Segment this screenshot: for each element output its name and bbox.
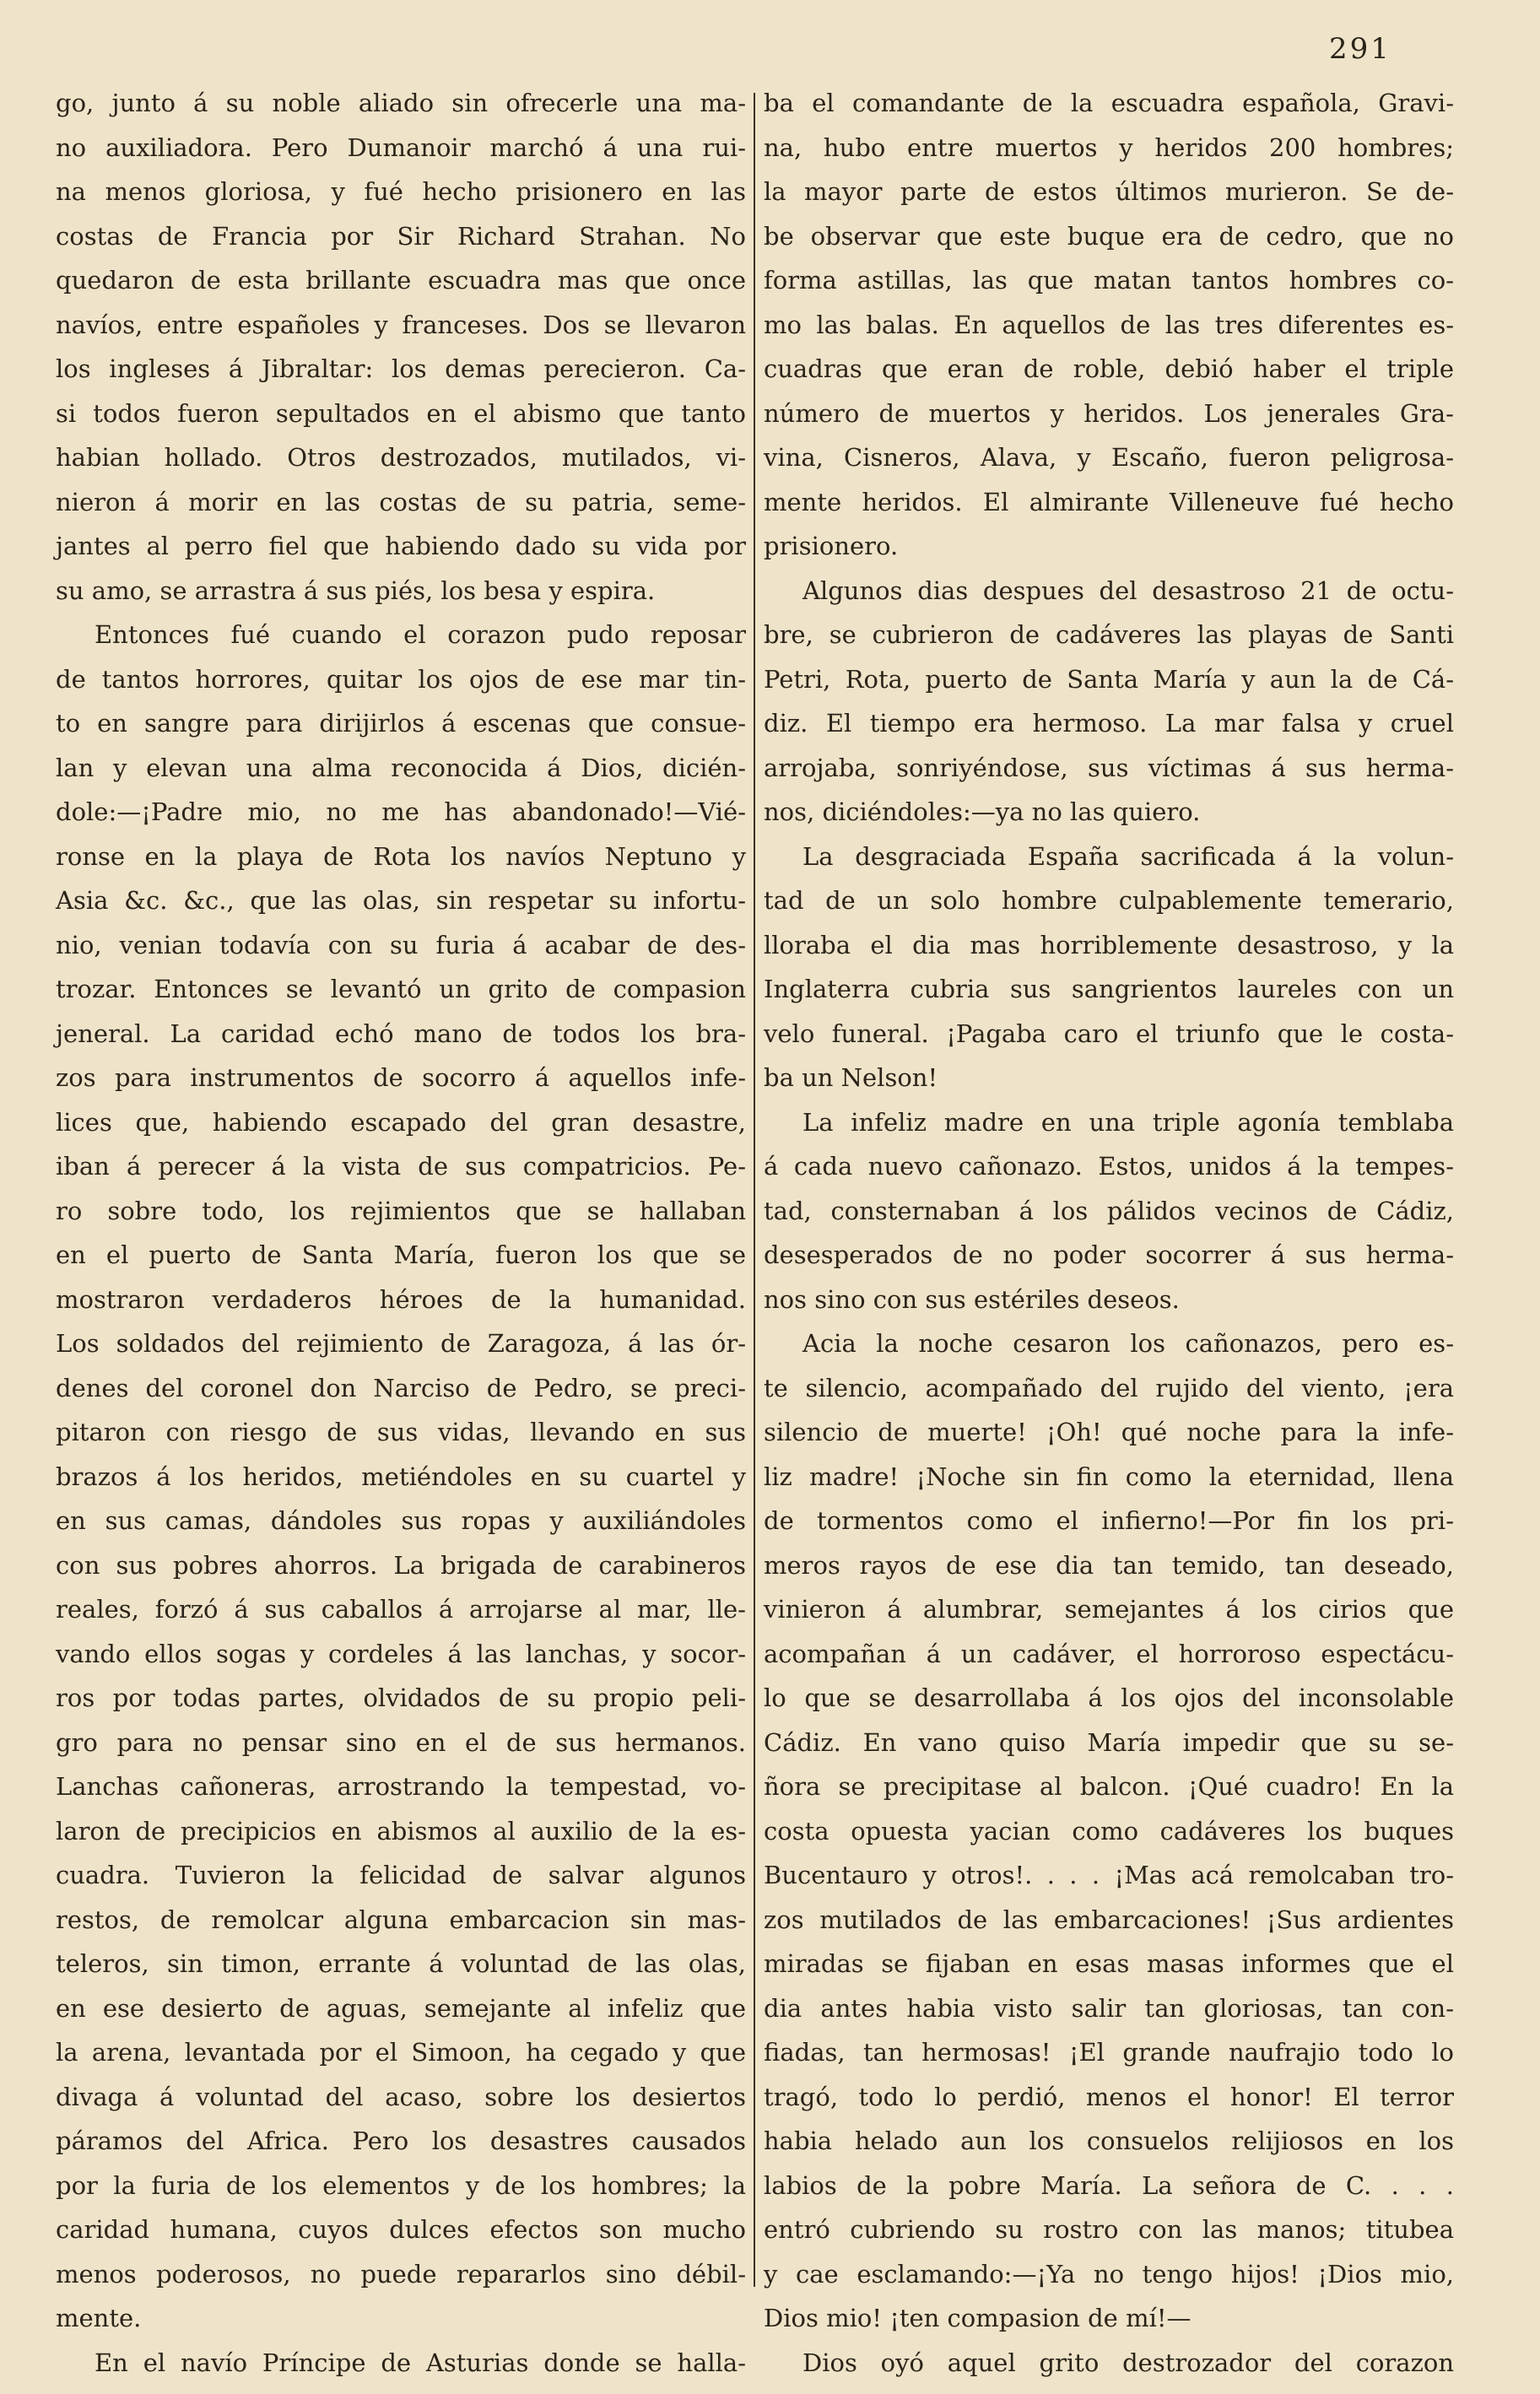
text-line: te silencio, acompañado del rujido del viento, ¡era xyxy=(764,1373,1454,1402)
text-line: y cae esclamando:—¡Ya no tengo hijos! ¡Dios mio, xyxy=(764,2259,1454,2289)
text-line: nos, diciéndoles:—ya no las quiero. xyxy=(764,797,1201,826)
text-line: mente heridos. El almirante Villeneuve fué hecho xyxy=(764,487,1454,516)
text-line: ro sobre todo, los rejimientos que se hallaban xyxy=(56,1196,746,1225)
text-line: no auxiliadora. Pero Dumanoir marchó á una rui- xyxy=(56,132,746,162)
text-line: lan y elevan una alma reconocida á Dios, dicién- xyxy=(56,753,746,782)
text-line: diz. El tiempo era hermoso. La mar falsa y cruel xyxy=(764,709,1454,738)
text-line: los ingleses á Jibraltar: los demas perecieron. Ca- xyxy=(56,354,746,383)
text-line: En el navío Príncipe de Asturias donde se halla- xyxy=(95,2348,746,2377)
text-line: fiadas, tan hermosas! ¡El grande naufrajio todo lo xyxy=(764,2038,1454,2067)
text-line: to en sangre para dirijirlos á escenas que consue- xyxy=(56,709,746,738)
text-line: go, junto á su noble aliado sin ofrecerle una ma- xyxy=(56,89,746,117)
text-line: vina, Cisneros, Alava, y Escaño, fueron peligrosa- xyxy=(764,443,1454,472)
text-line: brazos á los heridos, metiéndoles en su cuartel y xyxy=(56,1462,746,1491)
text-line: pitaron con riesgo de sus vidas, llevando en sus xyxy=(56,1418,746,1446)
text-line: Algunos dias despues del desastroso 21 de octu- xyxy=(802,576,1454,605)
text-line: bre, se cubrieron de cadáveres las playas de Santi xyxy=(764,620,1454,649)
text-line: navíos, entre españoles y franceses. Dos se llevaron xyxy=(56,310,746,339)
text-line: silencio de muerte! ¡Oh! qué noche para la infe- xyxy=(764,1418,1454,1446)
text-line: restos, de remolcar alguna embarcacion sin mas- xyxy=(56,1905,746,1934)
text-line: iban á perecer á la vista de sus compatricios. Pe- xyxy=(56,1152,746,1181)
text-line: en ese desierto de aguas, semejante al infeliz que xyxy=(56,1993,746,2023)
text-line: quedaron de esta brillante escuadra mas que once xyxy=(56,266,746,295)
text-line: liz madre! ¡Noche sin fin como la eternidad, llena xyxy=(764,1462,1454,1491)
text-line: La desgraciada España sacrificada á la volun- xyxy=(802,841,1454,871)
text-line: lo que se desarrollaba á los ojos del inconsolable xyxy=(764,1683,1454,1712)
left-column xyxy=(56,81,746,2385)
text-line: mo las balas. En aquellos de las tres diferentes es- xyxy=(764,310,1454,339)
text-line: nos sino con sus estériles deseos. xyxy=(764,1284,1180,1314)
text-line: entró cubriendo su rostro con las manos; titubea xyxy=(764,2215,1454,2244)
text-line: en el puerto de Santa María, fueron los que se xyxy=(56,1240,746,1269)
text-line: nieron á morir en las costas de su patria, seme- xyxy=(56,487,746,516)
text-line: labios de la pobre María. La señora de C. . . . xyxy=(764,2170,1454,2200)
text-line: zos mutilados de las embarcaciones! ¡Sus ardientes xyxy=(764,1905,1454,1934)
text-line: en sus camas, dándoles sus ropas y auxiliándoles xyxy=(56,1506,746,1535)
text-line: Dios oyó aquel grito destrozador del corazon xyxy=(802,2348,1454,2377)
text-line: tragó, todo lo perdió, menos el honor! El terror xyxy=(764,2082,1454,2111)
text-line: na, hubo entre muertos y heridos 200 hombres; xyxy=(764,132,1454,162)
column-divider xyxy=(754,93,755,2287)
text-line: menos poderosos, no puede repararlos sino débil- xyxy=(56,2259,746,2289)
text-line: teleros, sin timon, errante á voluntad de las olas, xyxy=(56,1949,746,1978)
text-line: zos para instrumentos de socorro á aquellos infe- xyxy=(56,1063,746,1092)
text-line: divaga á voluntad del acaso, sobre los desiertos xyxy=(56,2082,746,2111)
text-line: por la furia de los elementos y de los hombres; la xyxy=(56,2170,746,2200)
text-line: Petri, Rota, puerto de Santa María y aun la de Cá- xyxy=(764,664,1454,694)
text-line: habia helado aun los consuelos relijiosos en los xyxy=(764,2126,1454,2155)
text-line: á cada nuevo cañonazo. Estos, unidos á la tempes- xyxy=(764,1152,1454,1181)
text-line: jantes al perro fiel que habiendo dado su vida por xyxy=(56,532,746,560)
text-line: dia antes habia visto salir tan gloriosas, tan con- xyxy=(764,1993,1454,2023)
text-line: ros por todas partes, olvidados de su propio peli- xyxy=(56,1683,746,1712)
text-line: mente. xyxy=(56,2304,142,2332)
text-line: ronse en la playa de Rota los navíos Neptuno y xyxy=(56,841,746,871)
text-line: si todos fueron sepultados en el abismo que tanto xyxy=(56,398,746,428)
text-line: mostraron verdaderos héroes de la humanidad. xyxy=(56,1284,746,1314)
text-line: lices que, habiendo escapado del gran desastre, xyxy=(56,1107,746,1137)
text-line: be observar que este buque era de cedro, que no xyxy=(764,221,1454,251)
text-line: vando ellos sogas y cordeles á las lanchas, y socor- xyxy=(56,1639,746,1668)
text-line: páramos del Africa. Pero los desastres causados xyxy=(56,2126,746,2155)
text-line: ba un Nelson! xyxy=(764,1063,938,1092)
text-line: Inglaterra cubria sus sangrientos laureles con un xyxy=(764,975,1454,1003)
text-line: Cádiz. En vano quiso María impedir que su se- xyxy=(764,1727,1454,1757)
text-line: Bucentauro y otros!. . . . ¡Mas acá remolcaban tro- xyxy=(764,1861,1454,1889)
text-line: arrojaba, sonriyéndose, sus víctimas á sus herma- xyxy=(764,753,1454,782)
text-line: de tantos horrores, quitar los ojos de ese mar tin- xyxy=(56,664,746,694)
text-line: jeneral. La caridad echó mano de todos los bra- xyxy=(56,1019,746,1048)
text-line: na menos gloriosa, y fué hecho prisionero en las xyxy=(56,177,746,206)
text-line: velo funeral. ¡Pagaba caro el triunfo que le costa- xyxy=(764,1019,1454,1048)
text-line: ñora se precipitase al balcon. ¡Qué cuadro! En la xyxy=(764,1772,1454,1801)
text-line: cuadra. Tuvieron la felicidad de salvar algunos xyxy=(56,1861,746,1889)
text-line: dole:—¡Padre mio, no me has abandonado!—Vié- xyxy=(56,797,746,826)
text-line: Los soldados del rejimiento de Zaragoza, á las ór- xyxy=(56,1329,746,1358)
text-line: prisionero. xyxy=(764,532,899,560)
text-line: laron de precipicios en abismos al auxilio de la es- xyxy=(56,1816,746,1845)
text-line: caridad humana, cuyos dulces efectos son mucho xyxy=(56,2215,746,2244)
right-column xyxy=(764,81,1454,2385)
text-line: desesperados de no poder socorrer á sus herma- xyxy=(764,1240,1454,1269)
text-line: cuadras que eran de roble, debió haber el triple xyxy=(764,354,1454,383)
text-line: forma astillas, las que matan tantos hombres co- xyxy=(764,266,1454,295)
text-line: con sus pobres ahorros. La brigada de carabineros xyxy=(56,1550,746,1580)
text-line: la arena, levantada por el Simoon, ha cegado y que xyxy=(56,2038,746,2067)
text-line: Lanchas cañoneras, arrostrando la tempestad, vo- xyxy=(56,1772,746,1801)
text-line: miradas se fijaban en esas masas informes que el xyxy=(764,1949,1454,1978)
text-line: gro para no pensar sino en el de sus hermanos. xyxy=(56,1727,746,1757)
text-line: meros rayos de ese dia tan temido, tan deseado, xyxy=(764,1550,1454,1580)
text-line: vinieron á alumbrar, semejantes á los cirios que xyxy=(764,1595,1454,1624)
text-line: costas de Francia por Sir Richard Strahan. No xyxy=(56,221,746,251)
text-line: reales, forzó á sus caballos á arrojarse al mar, lle- xyxy=(56,1595,746,1624)
text-line: Acia la noche cesaron los cañonazos, pero es- xyxy=(802,1329,1454,1358)
text-line: costa opuesta yacian como cadáveres los buques xyxy=(764,1816,1454,1845)
page-number: 291 xyxy=(1329,32,1391,66)
text-line: habian hollado. Otros destrozados, mutilados, vi- xyxy=(56,443,746,472)
text-line: número de muertos y heridos. Los jenerales Gra- xyxy=(764,398,1454,428)
text-line: la mayor parte de estos últimos murieron. Se de- xyxy=(764,177,1454,206)
text-line: acompañan á un cadáver, el horroroso espectácu- xyxy=(764,1639,1454,1668)
text-line: tad de un solo hombre culpablemente temerario, xyxy=(764,886,1454,915)
text-line: trozar. Entonces se levantó un grito de compasion xyxy=(56,975,746,1003)
text-line: denes del coronel don Narciso de Pedro, se preci- xyxy=(56,1373,746,1402)
text-line: Entonces fué cuando el corazon pudo reposar xyxy=(95,620,746,649)
text-line: lloraba el dia mas horriblemente desastroso, y la xyxy=(764,930,1454,959)
text-line: Asia &c. &c., que las olas, sin respetar su infortu- xyxy=(56,886,746,915)
text-line: ba el comandante de la escuadra española, Gravi- xyxy=(764,89,1454,117)
text-line: nio, venian todavía con su furia á acabar de des- xyxy=(56,930,746,959)
text-line: tad, consternaban á los pálidos vecinos de Cádiz, xyxy=(764,1196,1454,1225)
text-line: su amo, se arrastra á sus piés, los besa y espira. xyxy=(56,576,656,605)
text-line: de tormentos como el infierno!—Por fin los pri- xyxy=(764,1506,1454,1535)
text-line: Dios mio! ¡ten compasion de mí!— xyxy=(764,2304,1191,2332)
text-line: La infeliz madre en una triple agonía temblaba xyxy=(802,1107,1454,1137)
